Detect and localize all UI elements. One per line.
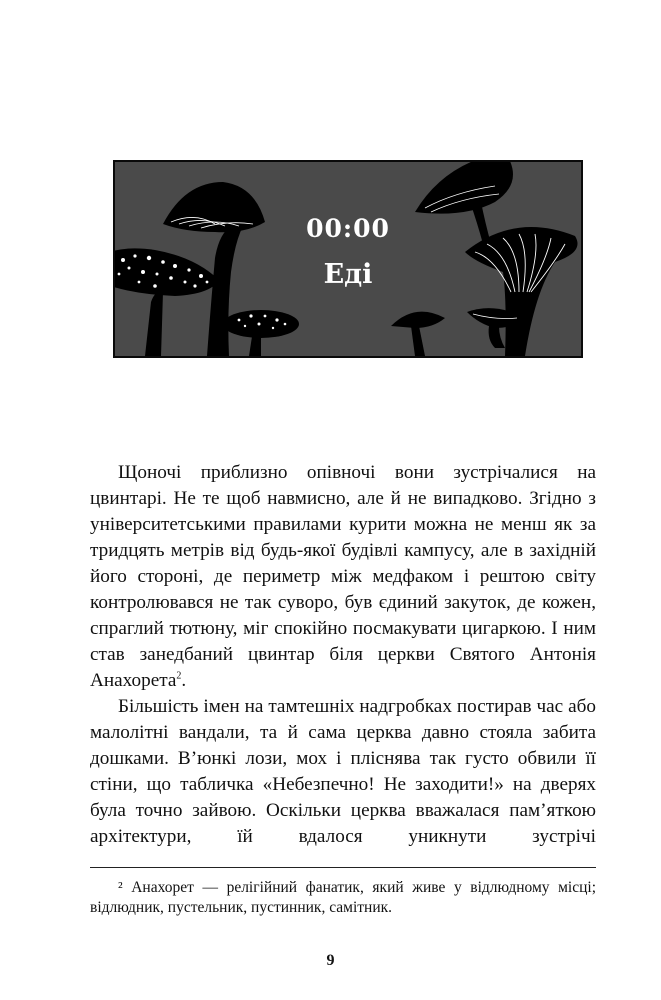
chapter-header bbox=[113, 160, 583, 358]
paragraph: Більшість імен на тамтешніх надгробках постирав час або малолітні вандали, та й сама церква давно стояла забита дошками. В’юнкі лози, мох і пліснява так густо обвили її стіни, що табличка «Небезпечно! Не заходити!» на дверях була точно зайвою. Оскільки церква вважалася пам’яткою архітектури, їй вдалося уникнути зустрічі bbox=[90, 696, 596, 847]
footnote: ² Анахорет — релігійний фанатик, який живе у відлюдному місці; відлюдник, пустельник, пустинник, самітник. bbox=[90, 879, 596, 916]
paragraph-text: Щоночі приблизно опівночі вони зустрічалися на цвинтарі. Не те щоб навмисно, але й не випадково. Згідно з університетськими правилами курити можна не менш як за тридцять метрів від будь-якої будівлі кампусу, але в західній його стороні, де периметр між медфаком і рештою світу контролювався не так суворо, був єдиний закуток, де кожен, спраглий тютюну, міг спокійно посмакувати цигаркою. І ним став занедбаний цвинтар біля церкви Святого Антонія Анахорета bbox=[90, 462, 596, 691]
page-number: 9 bbox=[326, 952, 335, 969]
paragraph bbox=[90, 460, 596, 694]
chapter-time: 00:00 bbox=[306, 214, 390, 243]
chanterelle-mushroom bbox=[465, 227, 578, 356]
small-spotted-mushroom bbox=[223, 310, 299, 356]
footnote-reference[interactable]: 2 bbox=[176, 670, 182, 682]
footnote-divider bbox=[90, 867, 596, 868]
chapter-title: Еді bbox=[323, 259, 373, 290]
paragraph-tail: . bbox=[181, 670, 187, 691]
small-mushrooms bbox=[391, 308, 525, 356]
body-text bbox=[90, 460, 596, 850]
